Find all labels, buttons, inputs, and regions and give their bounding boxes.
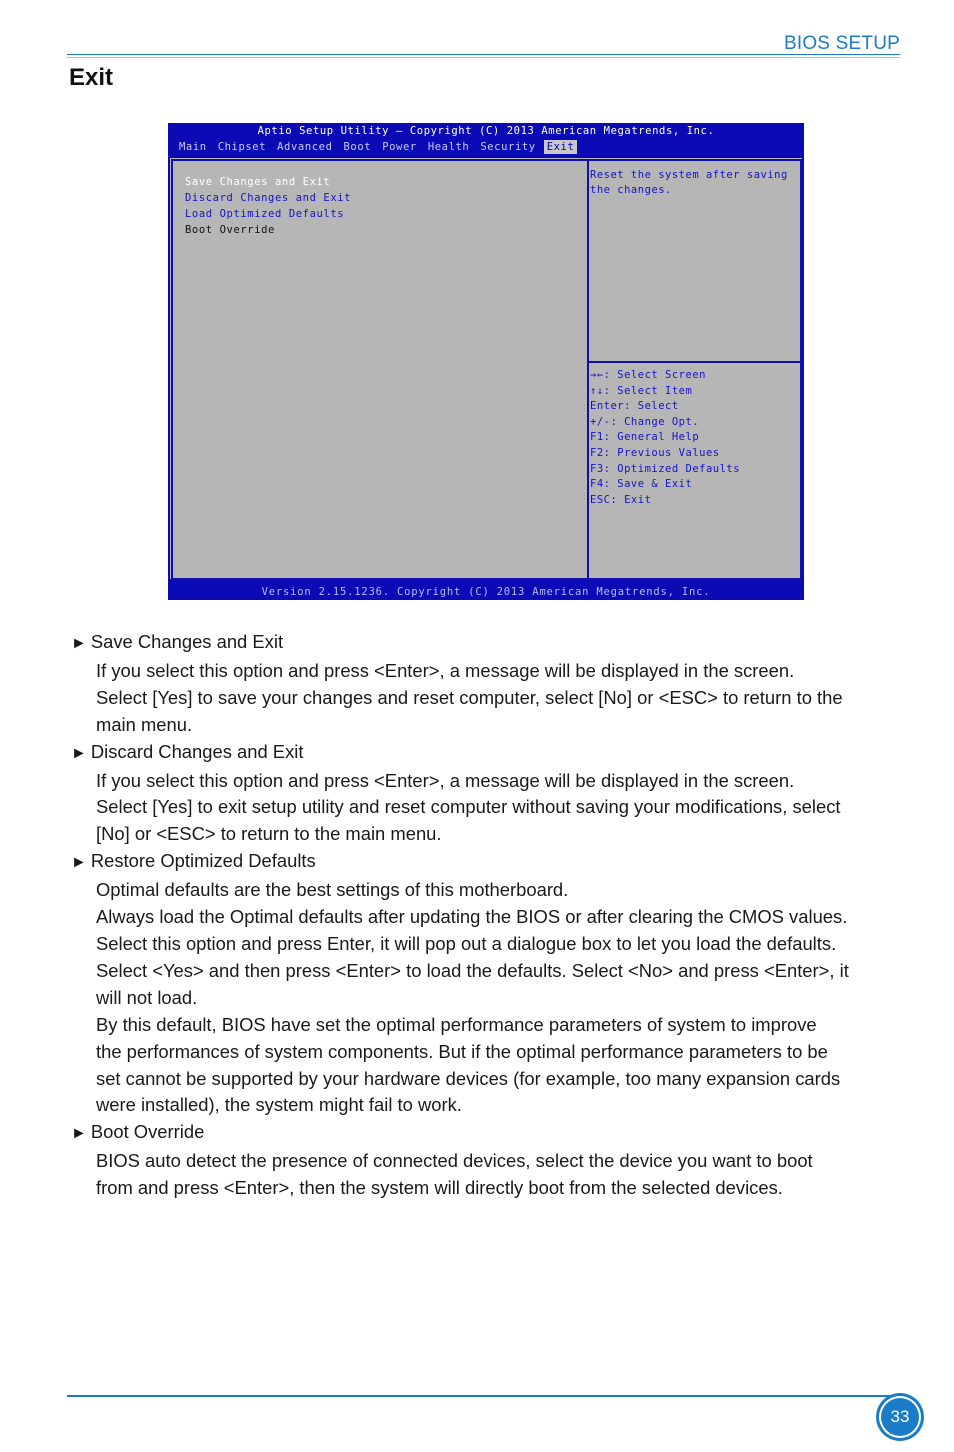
bullet-arrow-icon: ►: [71, 854, 87, 872]
bios-screenshot: [168, 123, 804, 600]
bios-key-hint: F3: Optimized Defaults: [590, 462, 741, 475]
bios-key-hint: Enter: Select: [590, 400, 679, 413]
paragraph-line: [No] or <ESC> to return to the main menu.: [96, 823, 442, 845]
paragraph-line: Select [Yes] to save your changes and reset computer, select [No] or <ESC> to return to the: [96, 686, 843, 708]
description-body: [0, 629, 954, 1202]
paragraph-line: main menu.: [96, 713, 193, 735]
bios-tab-health[interactable]: Health: [427, 141, 470, 153]
bios-key-hint: F1: General Help: [590, 431, 700, 444]
bios-menu-item-boot-override[interactable]: Boot Override: [185, 224, 275, 236]
bios-tab-main[interactable]: Main: [179, 141, 207, 153]
section-heading: [0, 1119, 954, 1148]
bios-horizontal-divider: [589, 361, 800, 363]
bullet-arrow-icon: ►: [71, 1125, 87, 1143]
paragraph-line: the performances of system components. But if the optimal performance parameters to be: [96, 1040, 828, 1062]
section-header-label: BIOS SETUP: [783, 33, 900, 54]
bullet-arrow-icon: ►: [71, 635, 87, 652]
bios-tab-security[interactable]: Security: [480, 141, 536, 153]
paragraph-line: were installed), the system might fail to work.: [96, 1094, 462, 1116]
paragraph-line: If you select this option and press <Enter>, a message will be displayed in the screen.: [96, 659, 795, 681]
bios-vertical-divider: [587, 161, 589, 578]
bios-key-hint: ↑↓: Select Item: [590, 384, 693, 397]
section-heading-text: Save Changes and Exit: [90, 631, 284, 652]
page-number-badge: 33: [879, 1396, 921, 1438]
bios-tab-chipset[interactable]: Chipset: [217, 141, 267, 153]
paragraph-line: from and press <Enter>, then the system will directly boot from the selected devices.: [96, 1177, 783, 1199]
paragraph-line: BIOS auto detect the presence of connected devices, select the device you want to boot: [96, 1150, 813, 1172]
bios-menu-item-load-optimized-defaults[interactable]: Load Optimized Defaults: [185, 208, 345, 220]
paragraph-line: will not load.: [96, 986, 198, 1008]
bios-key-hint: →←: Select Screen: [590, 369, 706, 381]
bios-key-hint: +/-: Change Opt.: [590, 415, 700, 428]
bios-menu-item-discard-changes-and-exit[interactable]: Discard Changes and Exit: [185, 192, 352, 204]
paragraph-line: Always load the Optimal defaults after updating the BIOS or after clearing the CMOS values.: [96, 906, 848, 928]
bios-title-bar: Aptio Setup Utility – Copyright (C) 2013 American Megatrends, Inc.: [257, 125, 715, 137]
bios-menu-item-save-changes-and-exit[interactable]: Save Changes and Exit: [185, 176, 331, 188]
paragraph-line: Select <Yes> and then press <Enter> to load the defaults. Select <No> and press <Enter>, it: [96, 959, 849, 981]
header-rule-thin: [67, 57, 900, 58]
paragraph-line: set cannot be supported by your hardware devices (for example, too many expansion cards: [96, 1067, 841, 1089]
bullet-arrow-icon: ►: [71, 744, 87, 762]
section-heading: [0, 848, 954, 877]
bios-key-hint: F4: Save & Exit: [590, 478, 693, 491]
section-heading-text: Discard Changes and Exit: [90, 740, 304, 762]
header-rule: [67, 54, 900, 55]
section-heading-text: Boot Override: [90, 1121, 205, 1143]
paragraph-line: Select this option and press Enter, it will pop out a dialogue box to let you load the defaults.: [96, 932, 837, 954]
section-heading: [0, 629, 954, 658]
paragraph-line: Optimal defaults are the best settings of this motherboard.: [96, 879, 569, 901]
bios-key-legend: [590, 368, 740, 508]
section-heading: [0, 739, 954, 768]
bios-key-hint: F2: Previous Values: [590, 446, 720, 459]
bios-tab-exit[interactable]: Exit: [544, 140, 578, 154]
bios-menu-list: [185, 174, 351, 238]
paragraph-line: Select [Yes] to exit setup utility and reset computer without saving your modifications, select: [96, 796, 841, 818]
bios-help-text: Reset the system after saving the changes.: [590, 169, 788, 196]
bios-tab-power[interactable]: Power: [382, 141, 417, 153]
bios-key-hint: ESC: Exit: [590, 493, 652, 506]
section-heading-text: Restore Optimized Defaults: [90, 850, 316, 872]
paragraph-line: If you select this option and press <Enter>, a message will be displayed in the screen.: [96, 769, 795, 791]
bios-tab-bar: [176, 140, 582, 154]
bios-frame: [171, 159, 802, 580]
page-title: Exit: [69, 64, 114, 91]
footer-rule: [67, 1395, 900, 1397]
bios-version-footer: Version 2.15.1236. Copyright (C) 2013 American Megatrends, Inc.: [261, 586, 711, 598]
paragraph-line: By this default, BIOS have set the optimal performance parameters of system to improve: [96, 1013, 817, 1035]
bios-main-panel: [170, 158, 802, 579]
bios-tab-advanced[interactable]: Advanced: [277, 141, 333, 153]
bios-tab-boot[interactable]: Boot: [343, 141, 372, 153]
